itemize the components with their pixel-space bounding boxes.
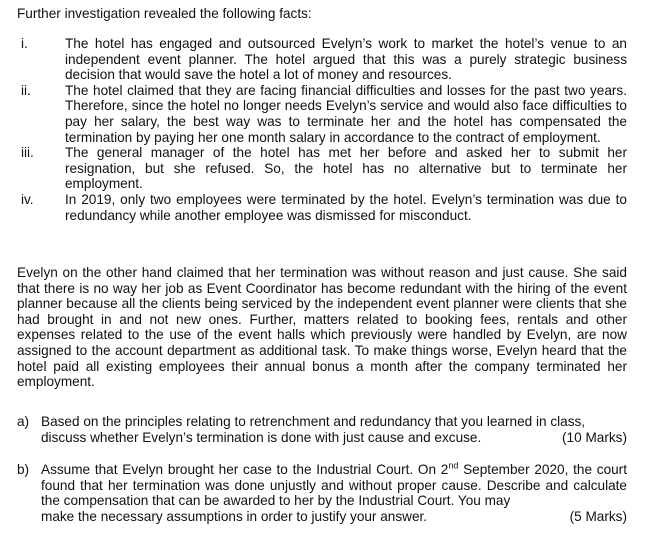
marks-label: (10 Marks) <box>562 429 627 445</box>
question-text-rest: September 2020, the court found that her termination was done unjustly and without proper cause. Describe and calculate the compensation that can be awarded to her by the Industrial Court. You may <box>41 462 627 509</box>
question-text: Based on the principles relating to retrenchment and redundancy that you learned in class, <box>41 414 586 429</box>
fact-number: i. <box>21 36 28 51</box>
question-last-line <box>41 430 627 446</box>
facts-list <box>17 36 627 223</box>
question-last-text: make the necessary assumptions in order to justify your answer. <box>41 508 428 524</box>
question-b <box>17 462 627 524</box>
fact-item <box>17 83 627 145</box>
question-body <box>41 414 627 445</box>
claim-paragraph: Evelyn on the other hand claimed that her termination was without reason and just cause. She said that there is no way her job as Event Coordinator has become redundant with the hiring of the event planner because all the clients being serviced by the independent event planner were clients that she had brought in and not new ones. Further, matters related to booking fees, rentals and other expenses related to the use of the event halls which previously were handled by Evelyn, are now assigned to the account department as additional task. To make things worse, Evelyn heard that the hotel paid all existing employees their annual bonus a month after the company terminated her employment. <box>17 265 627 390</box>
marks-label: (5 Marks) <box>569 508 627 524</box>
question-letter: a) <box>17 414 30 429</box>
question-text <box>41 462 627 509</box>
fact-number: iv. <box>21 191 34 207</box>
fact-number: ii. <box>21 82 31 98</box>
fact-text: The hotel has engaged and outsourced Evelyn’s work to market the hotel’s venue to an independent event planner. The hotel argued that this was a purely strategic business decision that would save the hotel a lot of money and resources. <box>65 36 627 83</box>
fact-item <box>17 36 627 83</box>
question-last-text: discuss whether Evelyn’s termination is done with just cause and excuse. <box>41 429 482 445</box>
fact-number: iii. <box>21 145 34 161</box>
fact-item <box>17 145 627 192</box>
ordinal-superscript: nd <box>448 460 459 471</box>
fact-item <box>17 192 627 223</box>
fact-text: In 2019, only two employees were terminated by the hotel. Evelyn’s termination was due to redundancy while another employee was dismissed for misconduct. <box>65 191 627 223</box>
question-a <box>17 414 627 445</box>
question-letter: b) <box>17 462 30 477</box>
fact-text: The hotel claimed that they are facing financial difficulties and losses for the past two years. Therefore, since the hotel no longer needs Evelyn’s service and would also face difficulties to pay her salary, the best way was to terminate her and the hotel has compensated the termination by paying her one month salary in accordance to the contract of employment. <box>65 82 627 145</box>
question-body <box>41 462 627 524</box>
question-last-line <box>41 509 627 525</box>
intro-line: Further investigation revealed the following facts: <box>17 6 312 21</box>
fact-text: The general manager of the hotel has met her before and asked her to submit her resignation, but she refused. So, the hotel has no alternative but to terminate her employment. <box>65 145 627 192</box>
question-text-start: Assume that Evelyn brought her case to the Industrial Court. On 2 <box>41 462 449 477</box>
